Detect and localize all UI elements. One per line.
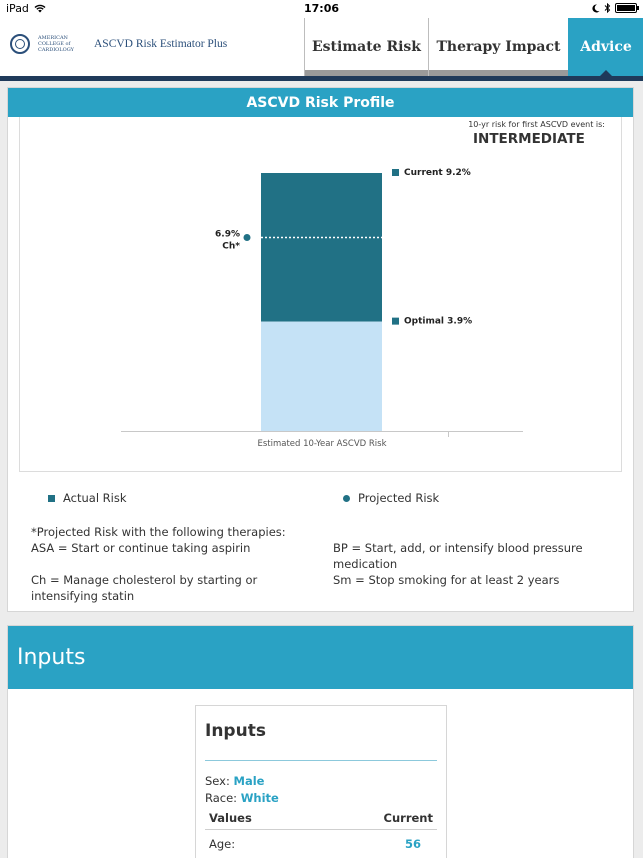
risk-profile-title: ASCVD Risk Profile	[8, 88, 633, 117]
legend-square-icon	[48, 495, 55, 502]
bar-current	[261, 173, 382, 322]
note-bp: BP = Start, add, or intensify blood pressure medication	[333, 541, 583, 571]
tab-advice[interactable]	[568, 18, 643, 76]
note-sm: Sm = Stop smoking for at least 2 years	[333, 573, 560, 587]
status-bar	[0, 0, 643, 18]
projected-marker	[244, 234, 251, 241]
header-current: Current	[383, 811, 433, 825]
risk-chart-box	[19, 117, 622, 472]
tab-therapy-impact[interactable]	[428, 18, 568, 76]
tab-label: Advice	[580, 39, 632, 55]
legend-actual	[48, 491, 127, 505]
inputs-table	[205, 807, 437, 858]
tab-label: Estimate Risk	[311, 39, 421, 55]
note-ch: Ch = Manage cholesterol by starting or intensifying statin	[31, 573, 258, 603]
legend-projected	[343, 491, 439, 505]
status-right	[592, 3, 637, 13]
legend-actual-label: Actual Risk	[63, 491, 127, 505]
tab-label: Therapy Impact	[436, 39, 561, 55]
risk-profile-card	[7, 87, 634, 612]
legend-dot-icon	[343, 495, 350, 502]
table-row	[205, 830, 437, 858]
sex-line	[205, 774, 264, 788]
org-name: AMERICAN COLLEGE of CARDIOLOGY	[38, 35, 74, 53]
inputs-card-title: Inputs	[205, 721, 266, 741]
device-name: iPad	[6, 2, 29, 15]
projected-value-label: 6.9%	[215, 229, 240, 240]
inputs-divider	[205, 760, 437, 761]
race-value: White	[240, 791, 279, 805]
table-header	[205, 807, 437, 830]
app-title: ASCVD Risk Estimator Plus	[94, 38, 228, 50]
tab-estimate-risk[interactable]	[304, 18, 428, 76]
race-line	[205, 791, 279, 805]
inputs-section-title: Inputs	[8, 626, 633, 689]
status-time: 17:06	[303, 2, 339, 15]
moon-icon	[592, 4, 600, 13]
risk-level: INTERMEDIATE	[473, 131, 585, 147]
notes-heading: *Projected Risk with the following therapies:	[31, 525, 286, 539]
sex-label: Sex:	[205, 774, 230, 788]
inputs-card	[7, 625, 634, 858]
risk-bar-chart	[20, 117, 623, 472]
current-marker-icon	[392, 169, 399, 176]
row-label: Age:	[209, 837, 236, 851]
bar-optimal	[261, 322, 382, 431]
app-header	[0, 18, 643, 76]
sex-value: Male	[233, 774, 265, 788]
header-values: Values	[209, 811, 252, 825]
header-divider	[0, 76, 643, 81]
optimal-value-label: Optimal 3.9%	[404, 316, 473, 327]
row-current: 56	[404, 837, 421, 851]
projected-therapy-label: Ch*	[222, 241, 240, 252]
inputs-summary	[195, 705, 447, 858]
brand	[10, 34, 227, 54]
battery-icon	[615, 3, 637, 13]
legend-projected-label: Projected Risk	[358, 491, 440, 505]
race-label: Race:	[205, 791, 238, 805]
risk-note: 10-yr risk for first ASCVD event is:	[468, 120, 605, 129]
main-tabs	[304, 18, 643, 76]
current-value-label: Current 9.2%	[404, 168, 471, 178]
acc-seal-logo	[10, 34, 30, 54]
optimal-marker-icon	[392, 318, 399, 325]
note-asa: ASA = Start or continue taking aspirin	[31, 541, 251, 555]
x-axis-label: Estimated 10-Year ASCVD Risk	[257, 439, 387, 449]
bluetooth-icon	[604, 3, 611, 13]
